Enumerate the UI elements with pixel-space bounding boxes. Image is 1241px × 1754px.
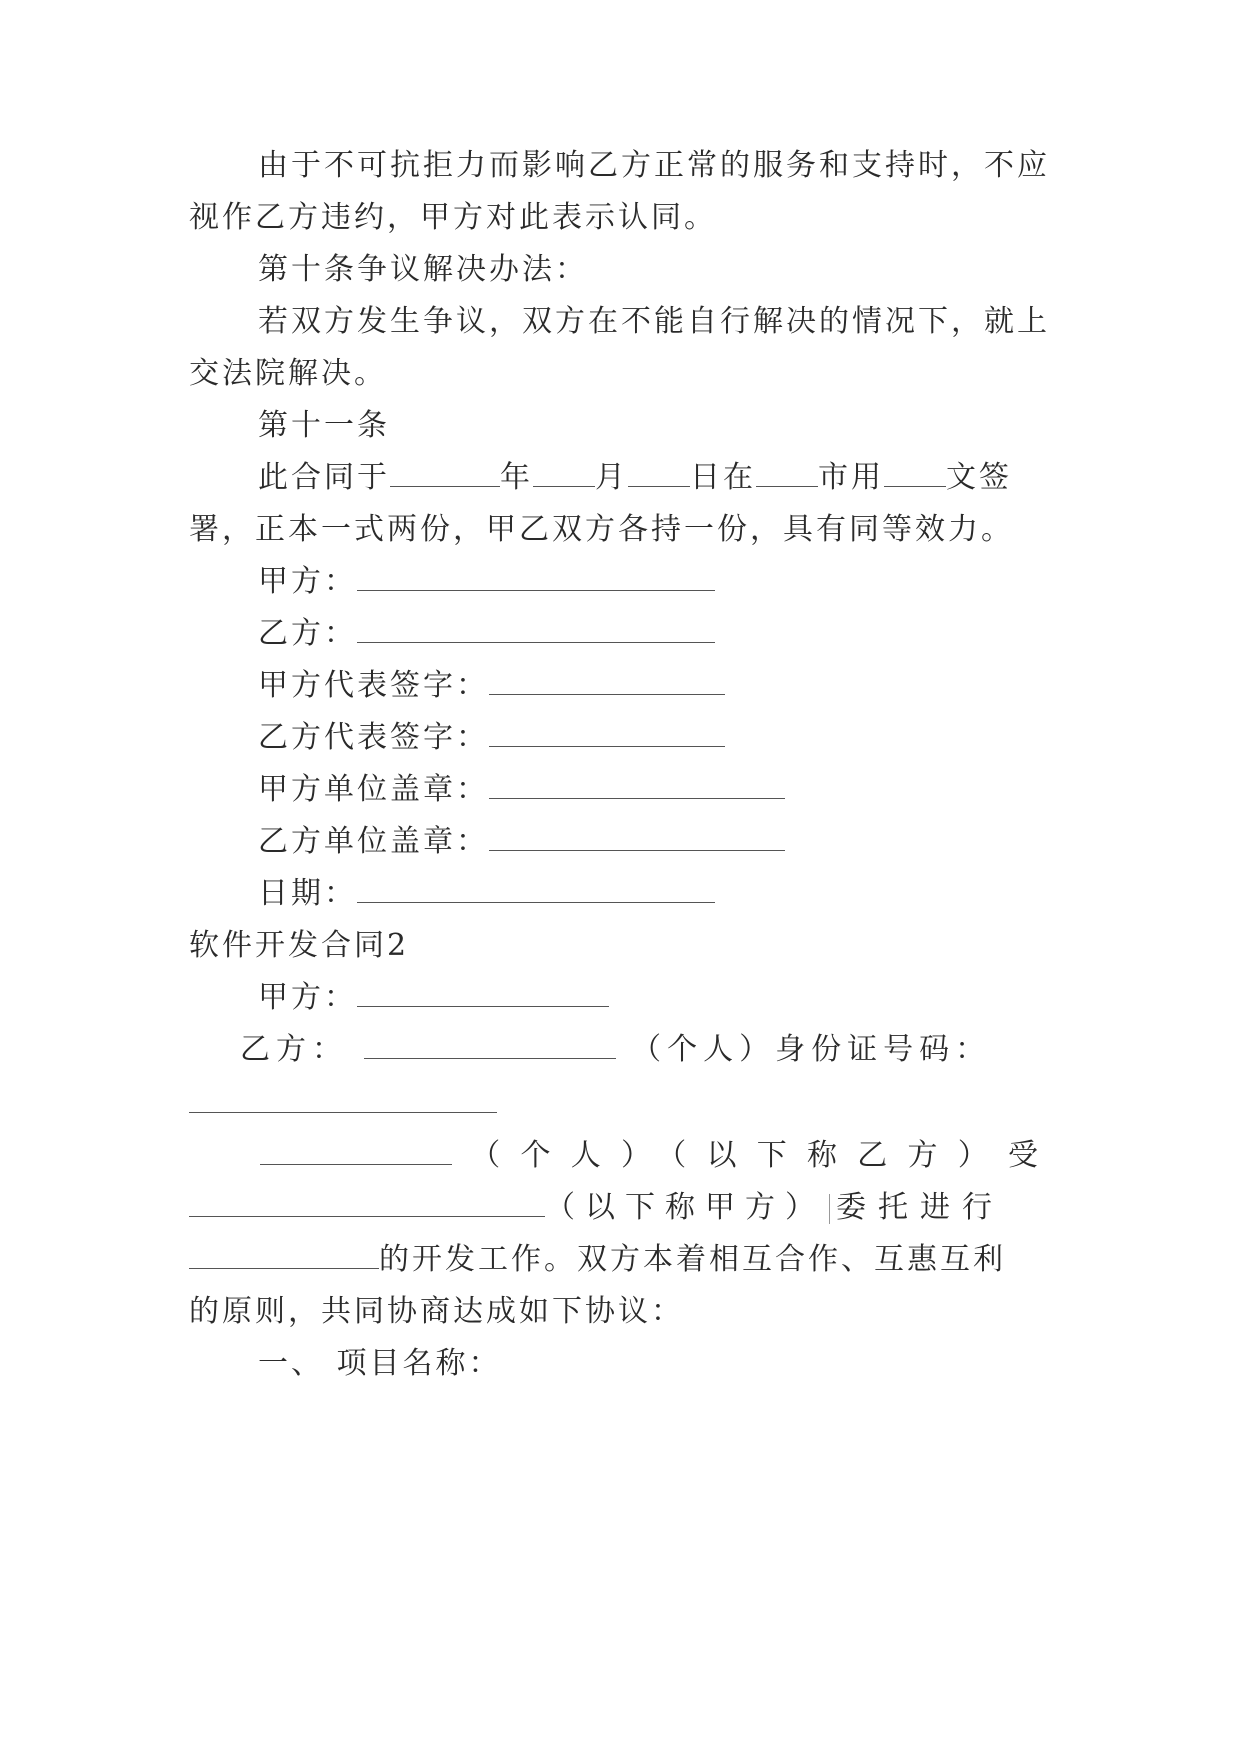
year-blank[interactable] <box>390 460 500 487</box>
rep-a-label: 甲方代表签字： <box>258 668 489 703</box>
intro-individual-text: （个人）（以下称乙方）受 <box>452 1138 1040 1173</box>
party-b-label: 乙方： <box>258 616 357 651</box>
rep-b-blank[interactable] <box>489 720 725 747</box>
language-label: 文签 <box>946 460 1012 495</box>
date-label: 日期： <box>258 876 357 911</box>
seal-a-row <box>258 770 1118 810</box>
month-blank[interactable] <box>533 460 595 487</box>
seal-b-label: 乙方单位盖章： <box>258 824 489 859</box>
month-label: 月 <box>595 460 628 495</box>
text-cursor <box>829 1194 830 1224</box>
seal-a-label: 甲方单位盖章： <box>258 772 489 807</box>
city-label: 市用 <box>818 460 884 495</box>
intro-party-a-text: （以下称甲方） <box>545 1190 825 1225</box>
language-blank[interactable] <box>884 460 946 487</box>
contract2-party-a-blank[interactable] <box>357 980 609 1007</box>
item-1-project-name: 一、 项目名称： <box>258 1346 502 1381</box>
party-b-blank[interactable] <box>357 616 715 643</box>
contract2-party-a-row <box>258 978 1118 1018</box>
city-blank[interactable] <box>756 460 818 487</box>
paragraph-force-majeure-line2: 视作乙方违约，甲方对此表示认同。 <box>189 200 717 235</box>
intro-work-text: 的开发工作。双方本着相互合作、互惠互利 <box>379 1242 1006 1277</box>
date-row <box>258 874 1118 914</box>
article-10-title: 第十条争议解决办法： <box>258 252 588 287</box>
contract2-intro-line1 <box>260 1136 1040 1176</box>
article-11-title: 第十一条 <box>258 408 390 443</box>
contract2-intro-line4: 的原则，共同协商达成如下协议： <box>189 1294 684 1329</box>
party-a-blank[interactable] <box>357 564 715 591</box>
seal-b-blank[interactable] <box>489 824 785 851</box>
rep-b-label: 乙方代表签字： <box>258 720 489 755</box>
contract2-intro-line3 <box>189 1240 1049 1280</box>
day-blank[interactable] <box>628 460 690 487</box>
day-place-label: 日在 <box>690 460 756 495</box>
contract2-title: 软件开发合同2 <box>189 928 410 963</box>
contract2-party-b-row <box>240 1030 1040 1070</box>
seal-b-row <box>258 822 1118 862</box>
contract2-party-b-blank[interactable] <box>364 1032 616 1059</box>
paragraph-force-majeure-line1: 由于不可抗拒力而影响乙方正常的服务和支持时，不应 <box>258 148 1050 183</box>
intro-entrust-text: 委托进行 <box>836 1190 1004 1225</box>
party-b-signature-row <box>258 614 1118 654</box>
year-label: 年 <box>500 460 533 495</box>
id-number-blank[interactable] <box>189 1112 497 1113</box>
seal-a-blank[interactable] <box>489 772 785 799</box>
contract2-id-label: （个人）身份证号码： <box>631 1032 992 1067</box>
article-10-line1: 若双方发生争议，双方在不能自行解决的情况下，就上 <box>258 304 1050 339</box>
rep-b-signature-row <box>258 718 1118 758</box>
contract2-party-a-label: 甲方： <box>258 980 357 1015</box>
signing-clause-line2: 署，正本一式两份，甲乙双方各持一份，具有同等效力。 <box>189 512 1014 547</box>
article-10-line2: 交法院解决。 <box>189 356 387 391</box>
project-work-blank[interactable] <box>189 1242 379 1269</box>
rep-a-signature-row <box>258 666 1118 706</box>
signing-clause-line1 <box>258 458 1118 498</box>
party-a-signature-row <box>258 562 1118 602</box>
rep-a-blank[interactable] <box>489 668 725 695</box>
date-blank[interactable] <box>357 876 715 903</box>
contract2-party-b-label: 乙方： <box>240 1032 348 1067</box>
party-b-name-blank[interactable] <box>260 1138 452 1165</box>
party-a-name-blank[interactable] <box>189 1190 545 1217</box>
signing-clause-prefix: 此合同于 <box>258 460 390 495</box>
contract2-intro-line2 <box>189 1188 1041 1228</box>
party-a-label: 甲方： <box>258 564 357 599</box>
